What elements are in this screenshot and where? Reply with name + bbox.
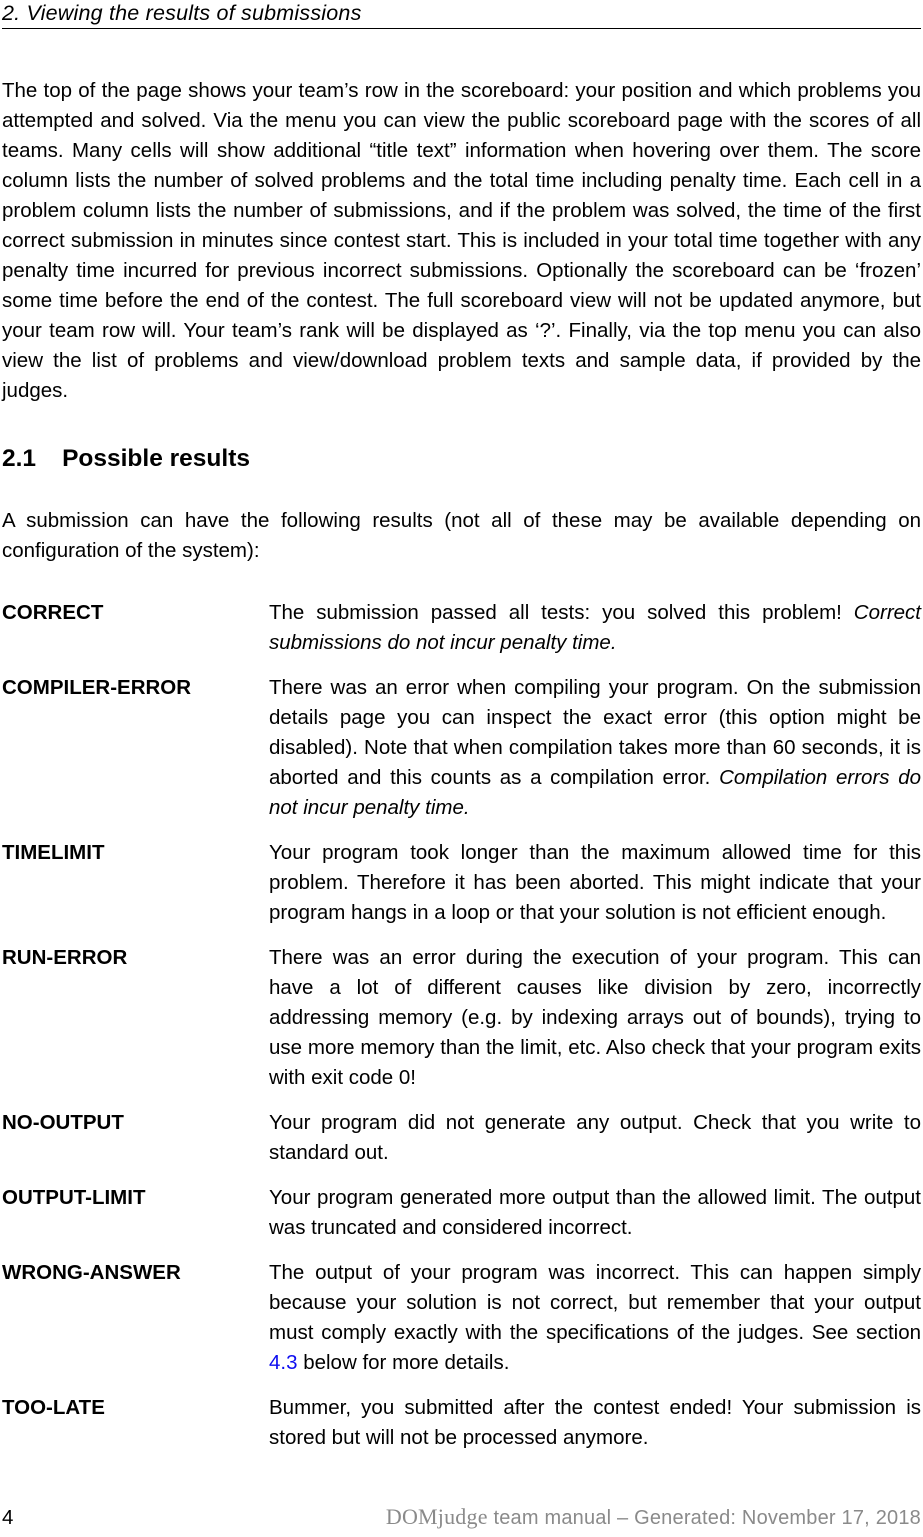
result-term: RUN-ERROR (2, 946, 128, 969)
result-description: Your program took longer than the maximum allowed time for this problem. Therefore it has been aborted. This might indicate that your program hangs in a loop or that your solution is not efficient enough. (269, 841, 921, 924)
italic-note: Compilation errors do not incur penalty time. (269, 766, 921, 819)
result-term: TOO-LATE (2, 1396, 105, 1419)
result-description: The output of your program was incorrect. This can happen simply because your solution is not correct, but remember that your output must comply exactly with the specifications of the judges. See section 4.3 below for more details. (269, 1261, 921, 1374)
section-ref-link[interactable]: 4.3 (269, 1351, 298, 1374)
result-entry (2, 673, 921, 823)
result-entry (2, 1258, 921, 1378)
section-heading (2, 444, 921, 474)
result-term: OUTPUT-LIMIT (2, 1186, 146, 1209)
results-definition-list (2, 598, 921, 1453)
footer-generated-text: team manual – Generated: November 17, 2018 (487, 1507, 921, 1529)
result-entry (2, 838, 921, 928)
result-term: TIMELIMIT (2, 841, 105, 864)
result-term: CORRECT (2, 601, 104, 624)
result-entry (2, 1393, 921, 1453)
result-description: Bummer, you submitted after the contest ended! Your submission is stored but will not be processed anymore. (269, 1396, 921, 1449)
page-number: 4 (2, 1506, 14, 1529)
chapter-running-head: 2. Viewing the results of submissions (2, 1, 362, 25)
result-entry (2, 943, 921, 1093)
result-description: Your program did not generate any output. Check that you write to standard out. (269, 1111, 921, 1164)
section-title: Possible results (62, 445, 250, 472)
result-term: NO-OUTPUT (2, 1111, 124, 1134)
result-description: The submission passed all tests: you solved this problem! Correct submissions do not incur penalty time. (269, 601, 921, 654)
page-footer (2, 1504, 921, 1530)
result-entry (2, 598, 921, 658)
page-header (2, 0, 921, 29)
italic-note: Correct submissions do not incur penalty time. (269, 601, 921, 654)
result-description: There was an error when compiling your program. On the submission details page you can inspect the exact error (this option might be disabled). Note that when compilation takes more than 60 seconds, it is aborted and this counts as a compilation error. Compilation errors do not incur penalty time. (269, 676, 921, 819)
result-description: Your program generated more output than the allowed limit. The output was truncated and considered incorrect. (269, 1186, 921, 1239)
domjudge-brand: DOMjudge (385, 1504, 488, 1529)
footer-text (386, 1504, 921, 1530)
result-entry (2, 1108, 921, 1168)
result-term: COMPILER-ERROR (2, 676, 192, 699)
section-number: 2.1 (2, 445, 37, 472)
section-intro-paragraph: A submission can have the following results (not all of these may be available depending on configuration of the system): (2, 509, 921, 562)
intro-paragraph: The top of the page shows your team’s row in the scoreboard: your position and which problems you attempted and solved. Via the menu you can view the public scoreboard page with the scores of all teams. Many cells will show additional “title text” information when hovering over them. The score column lists the number of solved problems and the total time including penalty time. Each cell in a problem column lists the number of submissions, and if the problem was solved, the time of the first correct submission in minutes since contest start. This is included in your total time together with any penalty time incurred for previous incorrect submissions. Optionally the scoreboard can be ‘frozen’ some time before the end of the contest. The full scoreboard view will not be updated anymore, but your team row will. Your team’s rank will be displayed as ‘?’. Finally, via the top menu you can also view the list of problems and view/download problem texts and sample data, if provided by the judges. (2, 79, 921, 402)
result-term: WRONG-ANSWER (2, 1261, 181, 1284)
result-description: There was an error during the execution of your program. This can have a lot of different causes like division by zero, incorrectly addressing memory (e.g. by indexing arrays out of bounds), trying to use more memory than the limit, etc. Also check that your program exits with exit code 0! (269, 946, 921, 1089)
result-entry (2, 1183, 921, 1243)
header-rule (2, 28, 921, 29)
